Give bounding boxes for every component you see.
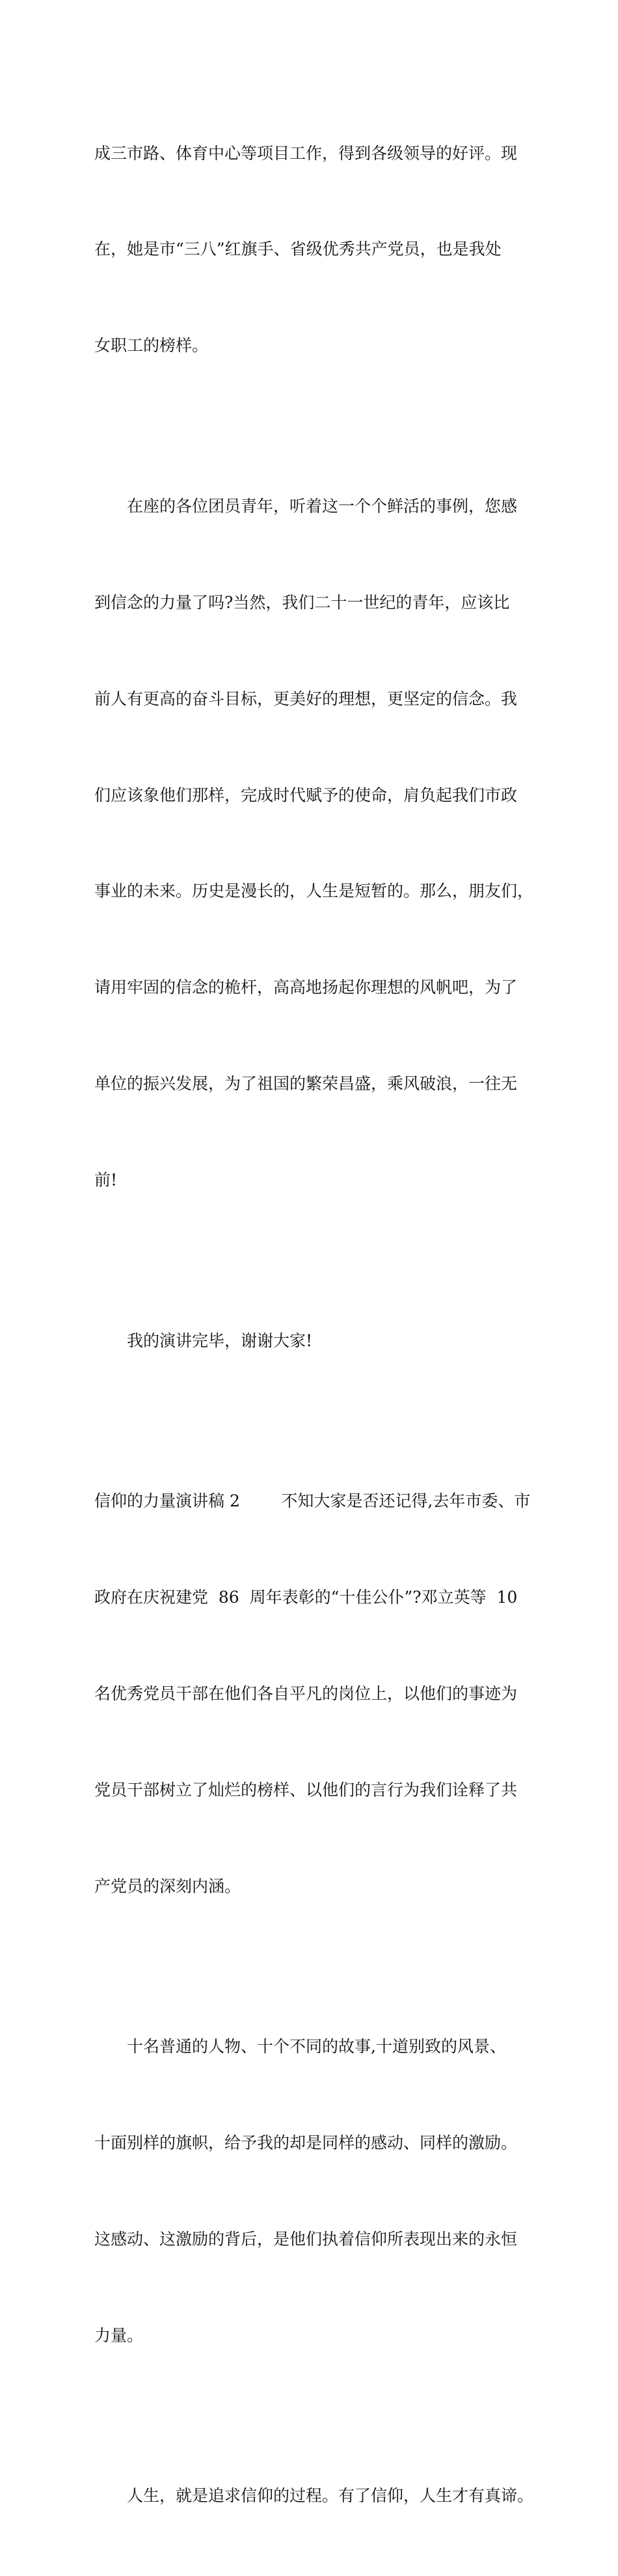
document-body	[94, 73, 543, 2576]
text-line: 女职工的榜样。	[94, 336, 209, 355]
text-line: 产党员的深刻内涵。	[94, 1876, 241, 1896]
text-line: 在座的各位团员青年，听着这一个个鲜活的事例，您感	[127, 496, 518, 516]
paragraph	[94, 1420, 543, 1966]
text-line: 单位的振兴发展，为了祖国的繁荣昌盛，乘风破浪，一往无	[94, 1074, 518, 1094]
text-line: 十面别样的旗帜，给予我的却是同样的感动、同样的激励。	[94, 2133, 518, 2152]
text-line: 这感动、这激励的背后，是他们执着信仰所表现出来的永恒	[94, 2229, 518, 2249]
text-line: 十名普通的人物、十个不同的故事,十道别致的风景、	[127, 2037, 506, 2057]
text-line: 到信念的力量了吗?当然，我们二十一世纪的青年，应该比	[94, 592, 510, 612]
text-line: 事业的未来。历史是漫长的，人生是短暂的。那么，朋友们，	[94, 881, 534, 901]
paragraph	[94, 426, 543, 1260]
text-line: 成三市路、体育中心等项目工作，得到各级领导的好评。现	[94, 143, 518, 163]
text-line: 们应该象他们那样，完成时代赋予的使命，肩负起我们市政	[94, 785, 518, 805]
text-line: 力量。	[94, 2325, 144, 2345]
text-line: 名优秀党员干部在他们各自平凡的岗位上，以他们的事迹为	[94, 1683, 518, 1703]
text-line: 人生，就是追求信仰的过程。有了信仰，人生才有真谛。	[127, 2486, 534, 2506]
text-line: 前!	[94, 1170, 118, 1190]
paragraph	[94, 1260, 543, 1420]
text-line: 前人有更高的奋斗目标，更美好的理想，更坚定的信念。我	[94, 689, 518, 708]
text-line: 政府在庆祝建党 86 周年表彰的“十佳公仆”?邓立英等 10	[94, 1587, 518, 1607]
section-heading-line: 信仰的力量演讲稿 2 不知大家是否还记得,去年市委、市	[94, 1491, 531, 1511]
text-line: 党员干部树立了灿烂的榜样、以他们的言行为我们诠释了共	[94, 1780, 518, 1799]
text-line: 我的演讲完毕，谢谢大家!	[127, 1331, 313, 1350]
paragraph	[94, 2416, 543, 2576]
text-line: 请用牢固的信念的桅杆，高高地扬起你理想的风帆吧，为了	[94, 978, 518, 997]
paragraph	[94, 1967, 543, 2416]
text-line: 在，她是市“三八”红旗手、省级优秀共产党员，也是我处	[94, 240, 502, 259]
paragraph	[94, 73, 543, 426]
